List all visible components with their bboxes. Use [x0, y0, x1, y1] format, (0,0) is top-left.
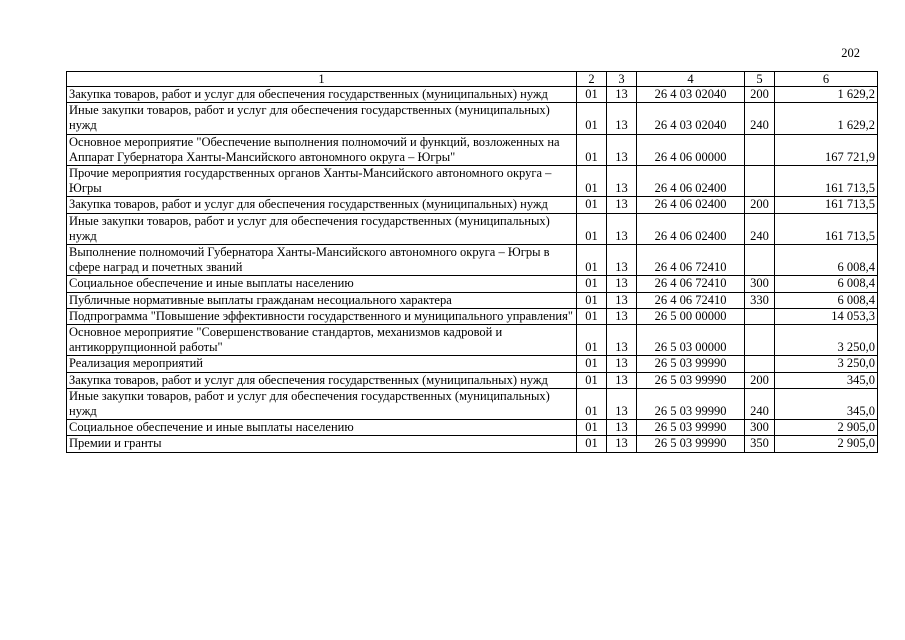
row-subsection: 13 [607, 308, 637, 324]
table-body [67, 87, 878, 453]
row-expense-type [745, 308, 775, 324]
header-col-6: 6 [775, 72, 878, 87]
row-name: Основное мероприятие "Обеспечение выполнения полномочий и функций, возложенных на Аппарат Губернатора Ханты-Мансийского автономного округа – Югры" [67, 134, 577, 165]
row-amount: 6 008,4 [775, 245, 878, 276]
row-amount: 161 713,5 [775, 213, 878, 244]
table-row [67, 388, 878, 419]
table-row [67, 292, 878, 308]
budget-table [66, 71, 878, 453]
row-amount: 1 629,2 [775, 103, 878, 134]
row-section: 01 [577, 420, 607, 436]
row-section: 01 [577, 292, 607, 308]
row-expense-type: 300 [745, 420, 775, 436]
table-row [67, 245, 878, 276]
row-name: Социальное обеспечение и иные выплаты населению [67, 276, 577, 292]
row-amount: 2 905,0 [775, 420, 878, 436]
row-expense-type: 200 [745, 87, 775, 103]
row-expense-type: 200 [745, 197, 775, 213]
row-target-code: 26 5 03 99990 [637, 356, 745, 372]
row-amount: 6 008,4 [775, 292, 878, 308]
row-amount: 161 713,5 [775, 197, 878, 213]
row-name: Закупка товаров, работ и услуг для обеспечения государственных (муниципальных) нужд [67, 372, 577, 388]
table-row [67, 436, 878, 452]
table-row [67, 197, 878, 213]
row-section: 01 [577, 103, 607, 134]
row-target-code: 26 4 06 72410 [637, 245, 745, 276]
row-subsection: 13 [607, 436, 637, 452]
row-subsection: 13 [607, 213, 637, 244]
row-name: Закупка товаров, работ и услуг для обеспечения государственных (муниципальных) нужд [67, 87, 577, 103]
header-col-1: 1 [67, 72, 577, 87]
row-amount: 161 713,5 [775, 166, 878, 197]
row-subsection: 13 [607, 87, 637, 103]
row-name: Закупка товаров, работ и услуг для обеспечения государственных (муниципальных) нужд [67, 197, 577, 213]
row-name: Социальное обеспечение и иные выплаты населению [67, 420, 577, 436]
table-row [67, 134, 878, 165]
row-section: 01 [577, 166, 607, 197]
row-subsection: 13 [607, 134, 637, 165]
row-subsection: 13 [607, 197, 637, 213]
row-name: Прочие мероприятия государственных органов Ханты-Мансийского автономного округа – Югры [67, 166, 577, 197]
row-section: 01 [577, 372, 607, 388]
table-row [67, 276, 878, 292]
table-row [67, 103, 878, 134]
header-col-3: 3 [607, 72, 637, 87]
table-row [67, 87, 878, 103]
row-section: 01 [577, 197, 607, 213]
row-subsection: 13 [607, 103, 637, 134]
table-row [67, 372, 878, 388]
table-row [67, 308, 878, 324]
row-target-code: 26 4 06 72410 [637, 292, 745, 308]
row-expense-type [745, 166, 775, 197]
row-expense-type: 200 [745, 372, 775, 388]
row-expense-type [745, 134, 775, 165]
row-expense-type: 300 [745, 276, 775, 292]
row-name: Выполнение полномочий Губернатора Ханты-Мансийского автономного округа – Югры в сфере наград и почетных званий [67, 245, 577, 276]
row-target-code: 26 4 06 02400 [637, 197, 745, 213]
row-name: Иные закупки товаров, работ и услуг для обеспечения государственных (муниципальных) нужд [67, 213, 577, 244]
row-amount: 6 008,4 [775, 276, 878, 292]
row-target-code: 26 5 03 00000 [637, 325, 745, 356]
row-section: 01 [577, 308, 607, 324]
row-name: Подпрограмма "Повышение эффективности государственного и муниципального управления" [67, 308, 577, 324]
row-section: 01 [577, 325, 607, 356]
row-target-code: 26 4 06 02400 [637, 166, 745, 197]
row-section: 01 [577, 436, 607, 452]
row-target-code: 26 5 03 99990 [637, 420, 745, 436]
row-amount: 1 629,2 [775, 87, 878, 103]
row-expense-type [745, 356, 775, 372]
row-target-code: 26 5 00 00000 [637, 308, 745, 324]
row-name: Основное мероприятие "Совершенствование стандартов, механизмов кадровой и антикоррупционной работы" [67, 325, 577, 356]
row-name: Публичные нормативные выплаты гражданам несоциального характера [67, 292, 577, 308]
row-target-code: 26 5 03 99990 [637, 436, 745, 452]
table-row [67, 213, 878, 244]
row-target-code: 26 4 06 72410 [637, 276, 745, 292]
table-header-row [67, 72, 878, 87]
row-amount: 2 905,0 [775, 436, 878, 452]
row-section: 01 [577, 87, 607, 103]
row-expense-type [745, 325, 775, 356]
table-row [67, 356, 878, 372]
row-expense-type: 240 [745, 103, 775, 134]
row-target-code: 26 4 06 00000 [637, 134, 745, 165]
table-row [67, 325, 878, 356]
row-section: 01 [577, 213, 607, 244]
row-amount: 345,0 [775, 372, 878, 388]
row-target-code: 26 4 03 02040 [637, 103, 745, 134]
row-expense-type: 240 [745, 388, 775, 419]
page-number: 202 [841, 46, 860, 60]
table-row [67, 420, 878, 436]
row-name: Иные закупки товаров, работ и услуг для обеспечения государственных (муниципальных) нужд [67, 103, 577, 134]
row-amount: 3 250,0 [775, 325, 878, 356]
row-expense-type [745, 245, 775, 276]
row-subsection: 13 [607, 325, 637, 356]
header-col-2: 2 [577, 72, 607, 87]
row-name: Реализация мероприятий [67, 356, 577, 372]
row-target-code: 26 5 03 99990 [637, 372, 745, 388]
row-expense-type: 240 [745, 213, 775, 244]
row-section: 01 [577, 134, 607, 165]
row-target-code: 26 4 06 02400 [637, 213, 745, 244]
header-col-5: 5 [745, 72, 775, 87]
row-subsection: 13 [607, 356, 637, 372]
table-row [67, 166, 878, 197]
row-subsection: 13 [607, 292, 637, 308]
row-subsection: 13 [607, 372, 637, 388]
row-target-code: 26 4 03 02040 [637, 87, 745, 103]
row-target-code: 26 5 03 99990 [637, 388, 745, 419]
header-col-4: 4 [637, 72, 745, 87]
row-name: Иные закупки товаров, работ и услуг для обеспечения государственных (муниципальных) нужд [67, 388, 577, 419]
row-section: 01 [577, 276, 607, 292]
row-subsection: 13 [607, 420, 637, 436]
row-subsection: 13 [607, 166, 637, 197]
row-expense-type: 330 [745, 292, 775, 308]
row-section: 01 [577, 388, 607, 419]
row-subsection: 13 [607, 388, 637, 419]
row-subsection: 13 [607, 276, 637, 292]
row-section: 01 [577, 245, 607, 276]
row-name: Премии и гранты [67, 436, 577, 452]
row-amount: 167 721,9 [775, 134, 878, 165]
row-section: 01 [577, 356, 607, 372]
row-amount: 345,0 [775, 388, 878, 419]
row-amount: 14 053,3 [775, 308, 878, 324]
row-amount: 3 250,0 [775, 356, 878, 372]
row-subsection: 13 [607, 245, 637, 276]
row-expense-type: 350 [745, 436, 775, 452]
